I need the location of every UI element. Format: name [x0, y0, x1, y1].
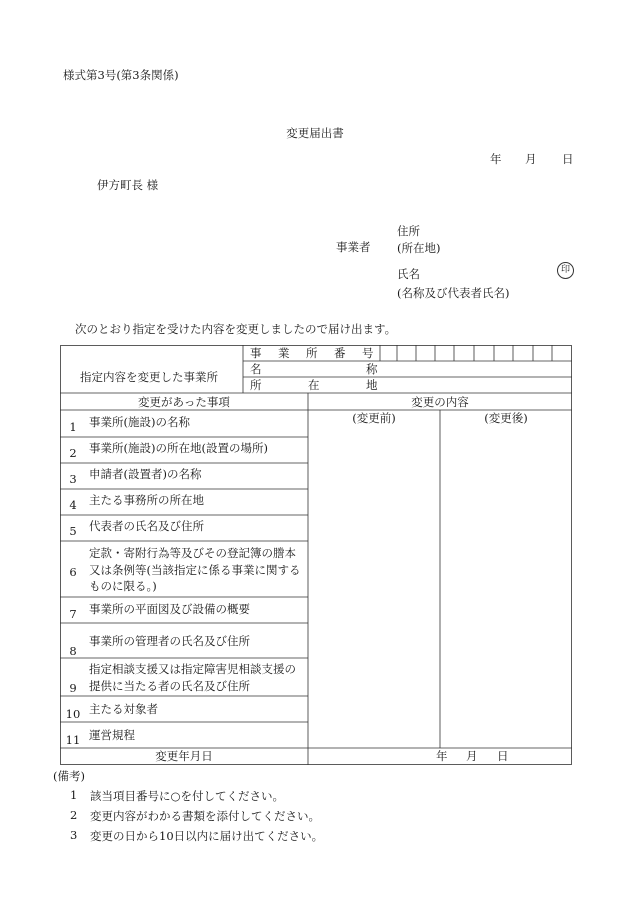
item-text: 事業所(施設)の所在地(設置の場所) — [89, 441, 268, 455]
remarks-heading: (備考) — [53, 769, 85, 783]
after-label: (変更後) — [484, 411, 528, 425]
before-label: (変更前) — [352, 411, 396, 425]
intro-text: 次のとおり指定を受けた内容を変更しましたので届け出ます。 — [75, 322, 397, 336]
item-text: 申請者(設置者)の名称 — [89, 467, 202, 481]
office-name-char: 称 — [366, 362, 378, 376]
office-address-char: 在 — [308, 378, 320, 392]
change-date-label: 変更年月日 — [155, 749, 213, 763]
office-address-char: 地 — [366, 378, 378, 392]
item-text: 主たる事務所の所在地 — [89, 493, 204, 507]
item-text: 事業所の管理者の氏名及び住所 — [89, 634, 250, 648]
item-number: 2 — [69, 446, 77, 460]
address-label: 住所 — [397, 224, 420, 238]
item-number: 10 — [65, 707, 81, 721]
note-number: 1 — [70, 788, 78, 802]
office-address-char: 所 — [250, 378, 262, 392]
item-text: 事業所の平面図及び設備の概要 — [89, 602, 250, 616]
name-sublabel: (名称及び代表者氏名) — [397, 286, 510, 300]
item-number: 11 — [65, 733, 81, 747]
note-text: 該当項目番号に○を付してください。 — [90, 789, 285, 803]
content-header: 変更の内容 — [411, 395, 469, 409]
office-name-char: 名 — [250, 362, 262, 376]
change-date-day: 日 — [497, 749, 509, 763]
item-number: 6 — [69, 565, 77, 579]
office-number-char: 番 — [334, 346, 346, 360]
office-number-char: 号 — [362, 346, 374, 360]
item-number: 3 — [69, 472, 77, 486]
item-text: 事業所(施設)の名称 — [89, 415, 190, 429]
office-number-char: 所 — [306, 346, 318, 360]
office-label: 指定内容を変更した事業所 — [80, 370, 218, 384]
addressee: 伊方町長 様 — [97, 178, 159, 192]
seal-mark: 印 — [557, 262, 574, 279]
office-number-char: 事 — [250, 346, 262, 360]
date-year: 年 — [490, 152, 502, 166]
item-number: 5 — [69, 524, 77, 538]
item-number: 7 — [69, 607, 77, 621]
item-text: 代表者の氏名及び住所 — [89, 519, 204, 533]
document-title: 変更届出書 — [286, 126, 344, 140]
note-text: 変更の日から10日以内に届け出てください。 — [90, 829, 324, 843]
item-number: 9 — [69, 681, 77, 695]
item-text: 主たる対象者 — [89, 702, 158, 716]
items-header: 変更があった事項 — [138, 395, 230, 409]
change-date-year: 年 — [436, 749, 448, 763]
note-number: 2 — [70, 808, 78, 822]
change-date-month: 月 — [466, 749, 478, 763]
address-sublabel: (所在地) — [397, 241, 441, 255]
item-number: 8 — [69, 644, 77, 658]
office-number-char: 業 — [278, 346, 290, 360]
note-text: 変更内容がわかる書類を添付してください。 — [90, 809, 320, 823]
item-number: 1 — [69, 420, 77, 434]
item-text: 定款・寄附行為等及びその登記簿の謄本又は条例等(当該指定に係る事業に関するものに限る。) — [89, 546, 301, 594]
applicant-label: 事業者 — [336, 240, 371, 254]
item-number: 4 — [69, 498, 77, 512]
date-month: 月 — [525, 152, 537, 166]
item-text: 指定相談支援又は指定障害児相談支援の提供に当たる者の氏名及び住所 — [89, 662, 296, 693]
note-number: 3 — [70, 828, 78, 842]
date-day: 日 — [562, 152, 574, 166]
name-label: 氏名 — [397, 267, 420, 281]
form-reference: 様式第3号(第3条関係) — [63, 68, 179, 82]
item-text: 運営規程 — [89, 728, 135, 742]
